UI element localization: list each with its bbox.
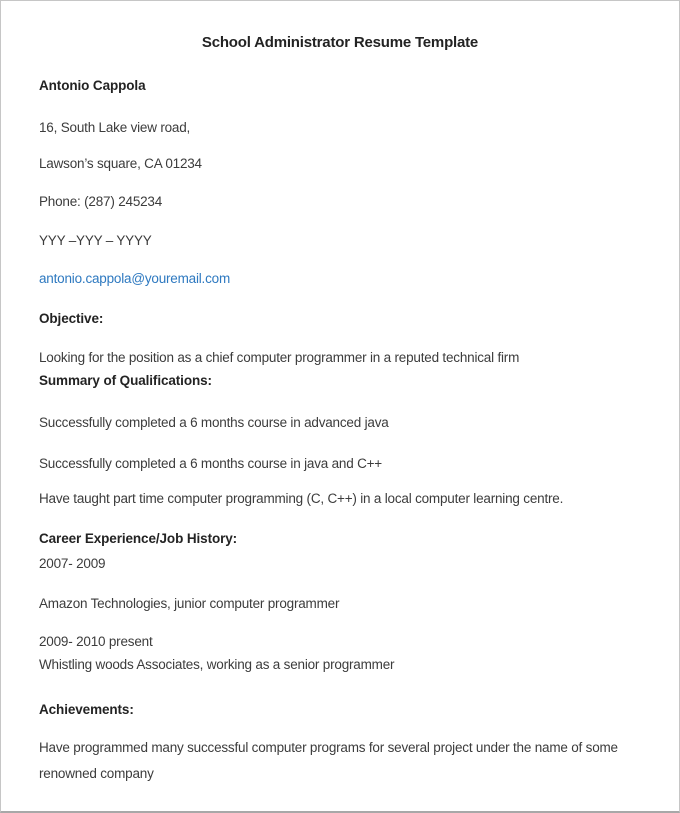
objective-text: Looking for the position as a chief computer programmer in a reputed technical firm bbox=[39, 350, 520, 365]
job-role: Amazon Technologies, junior computer programmer bbox=[39, 596, 340, 611]
qualification-item: Successfully completed a 6 months course in advanced java bbox=[39, 415, 389, 430]
objective-heading: Objective: bbox=[39, 311, 104, 326]
page-title: School Administrator Resume Template bbox=[201, 34, 479, 51]
contact-placeholder-line: YYY –YYY – YYYY bbox=[39, 233, 152, 248]
achievements-text: Have programmed many successful computer programs for several project under the name of some renowned company bbox=[39, 740, 618, 781]
job-role: Whistling woods Associates, working as a senior programmer bbox=[39, 657, 395, 672]
achievements-heading: Achievements: bbox=[39, 702, 134, 717]
phone-line: Phone: (287) 245234 bbox=[39, 194, 163, 209]
job-period: 2009- 2010 present bbox=[39, 634, 153, 649]
address-line-2: Lawson’s square, CA 01234 bbox=[39, 156, 202, 171]
qualification-item: Have taught part time computer programming (C, C++) in a local computer learning centre. bbox=[39, 491, 564, 506]
qualifications-heading: Summary of Qualifications: bbox=[39, 373, 212, 388]
career-heading: Career Experience/Job History: bbox=[39, 531, 238, 546]
qualification-item: Successfully completed a 6 months course in java and C++ bbox=[39, 456, 382, 471]
job-period: 2007- 2009 bbox=[39, 556, 106, 571]
email-link[interactable]: antonio.cappola@youremail.com bbox=[39, 271, 231, 286]
candidate-name: Antonio Cappola bbox=[39, 78, 146, 93]
address-line-1: 16, South Lake view road, bbox=[39, 120, 191, 135]
